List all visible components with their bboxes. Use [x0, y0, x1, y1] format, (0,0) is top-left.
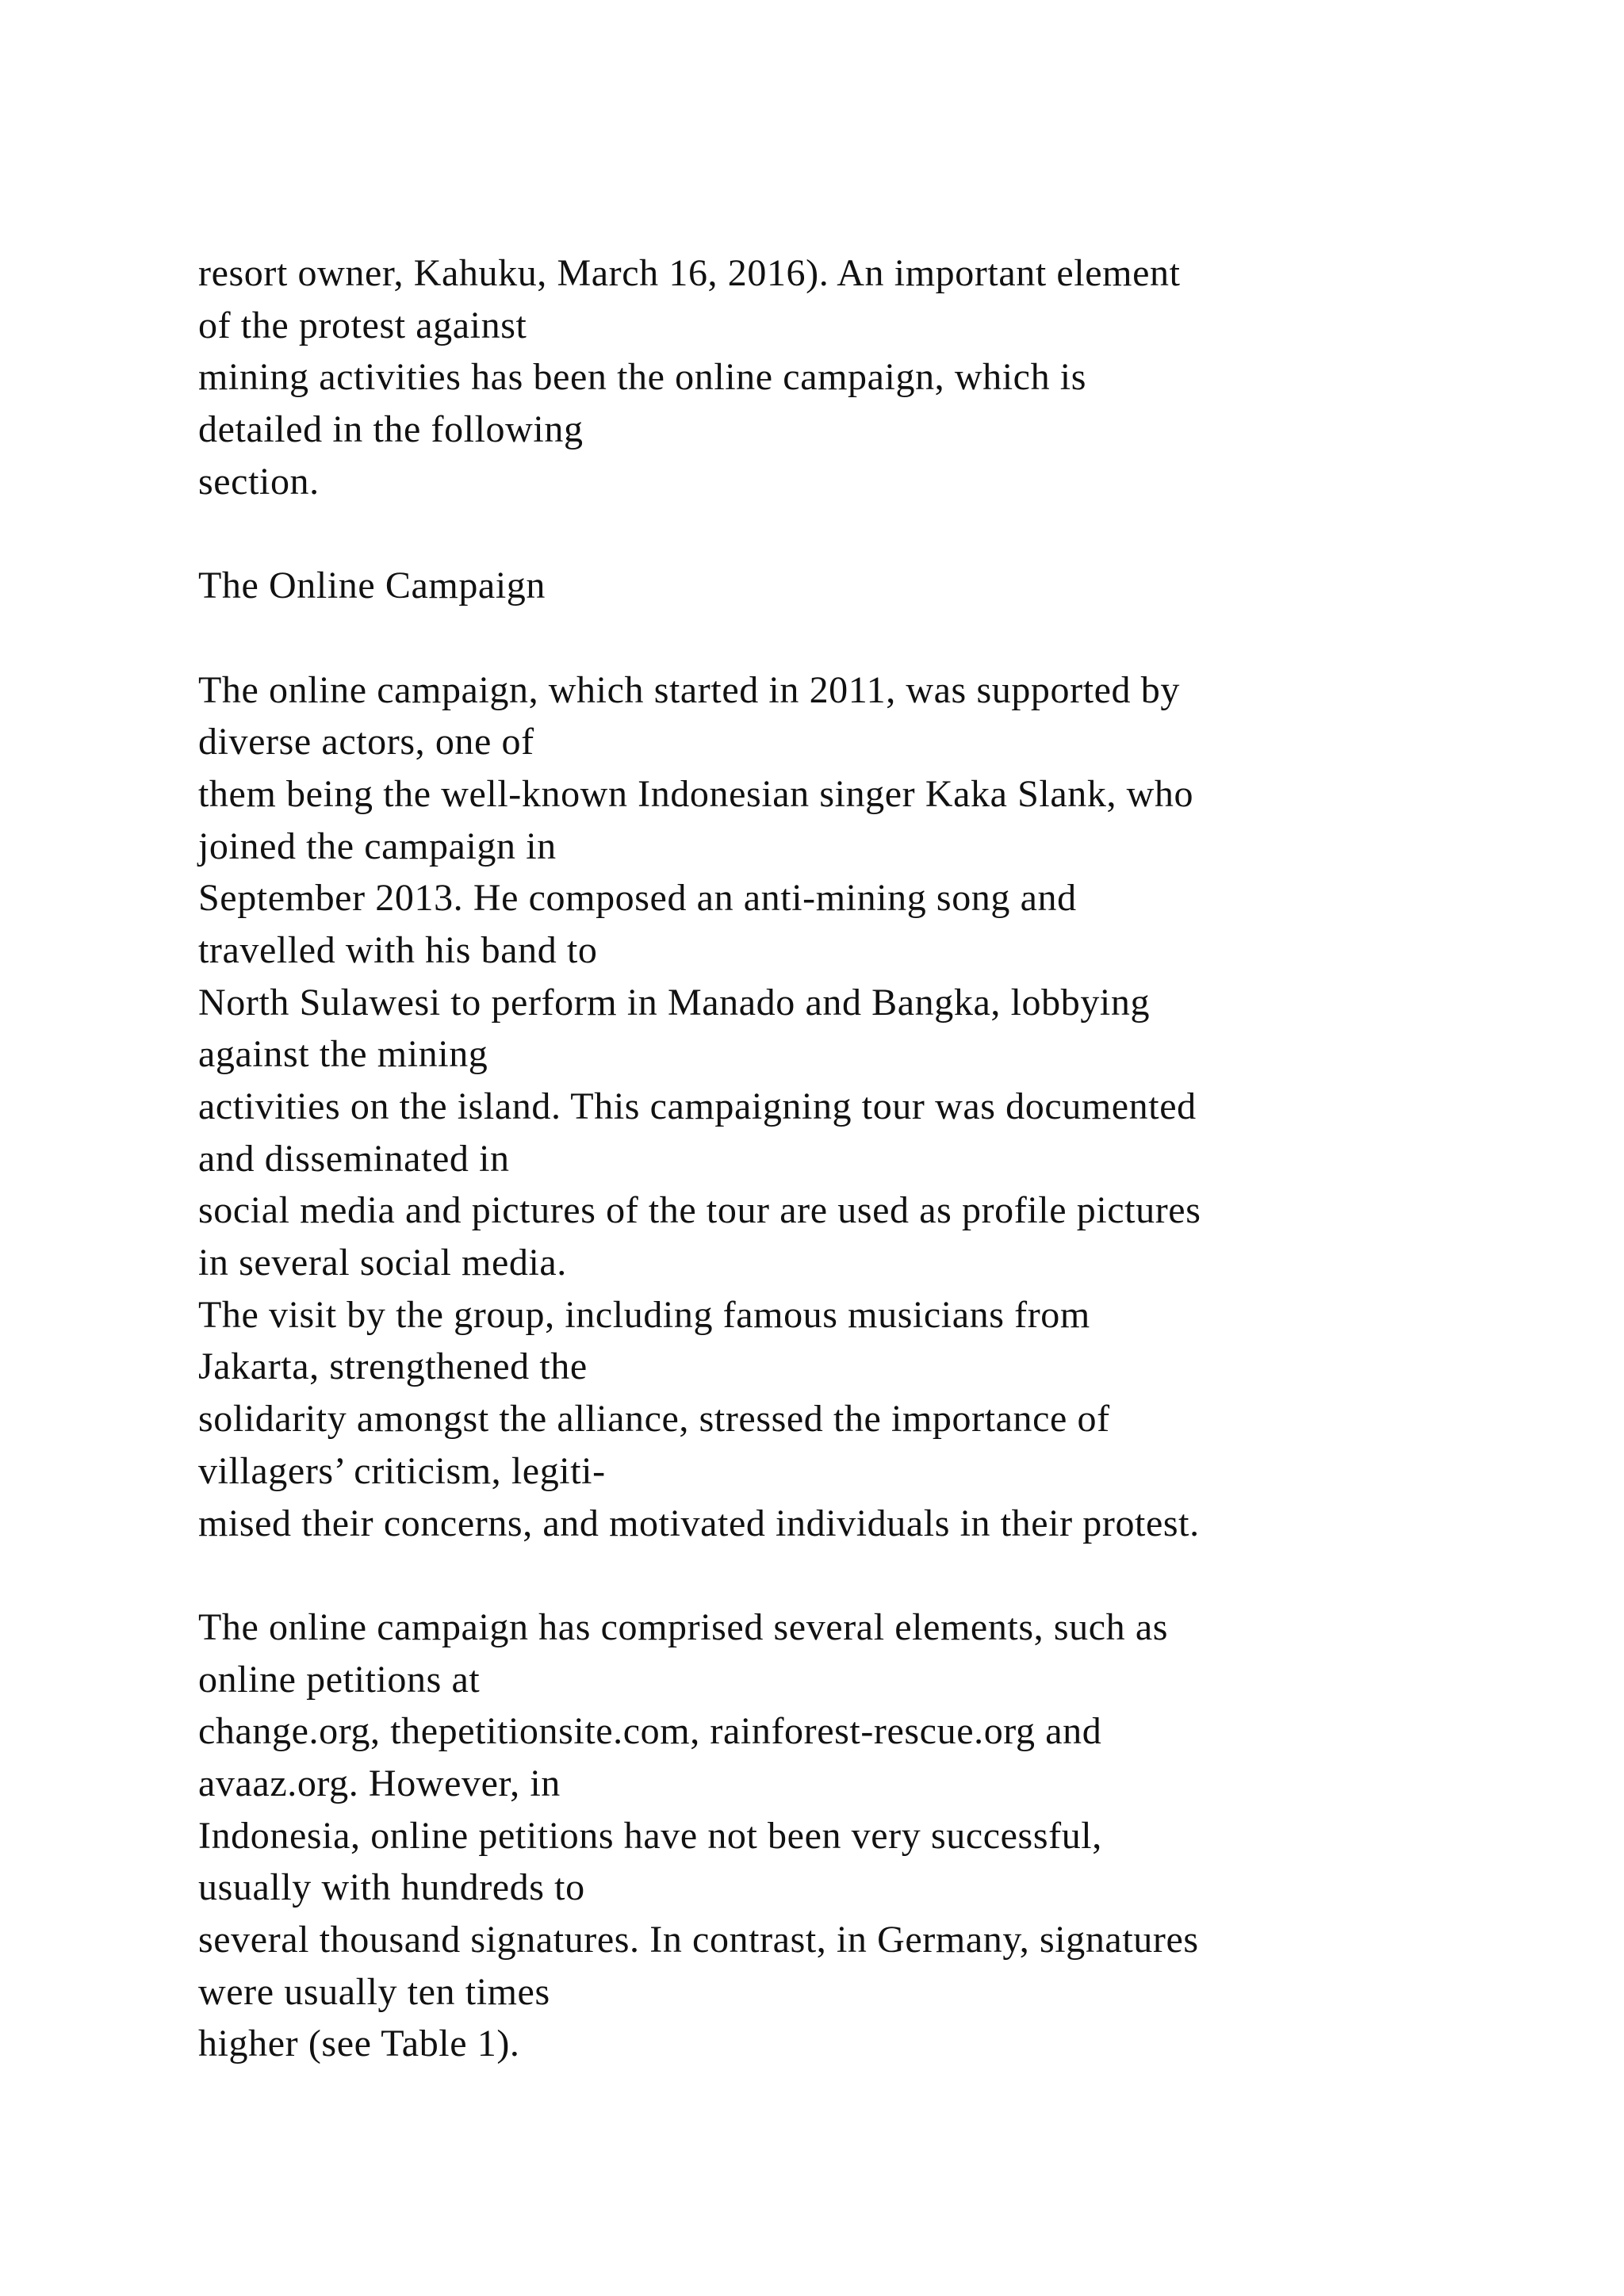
text-line: usually with hundreds to — [198, 1866, 585, 1909]
text-line: solidarity amongst the alliance, stressed the importance of — [198, 1398, 1110, 1441]
text-line: detailed in the following — [198, 408, 584, 451]
blank-line — [198, 1549, 1594, 1601]
text-line: of the protest against — [198, 304, 527, 346]
section-heading: The Online Campaign — [198, 564, 546, 607]
text-line: and disseminated in — [198, 1137, 510, 1180]
text-line: mised their concerns, and motivated individuals in their protest. — [198, 1502, 1200, 1544]
body-text — [198, 247, 1594, 2070]
text-line: travelled with his band to — [198, 928, 598, 971]
blank-line — [198, 612, 1594, 664]
text-line: mining activities has been the online campaign, which is — [198, 356, 1086, 399]
text-line: joined the campaign in — [198, 825, 557, 867]
text-line: section. — [198, 460, 320, 503]
text-line: villagers’ criticism, legiti- — [198, 1449, 606, 1492]
text-line: in several social media. — [198, 1242, 567, 1284]
text-line: Indonesia, online petitions have not been very successful, — [198, 1814, 1102, 1857]
text-line: activities on the island. This campaigning tour was documented — [198, 1085, 1197, 1127]
text-line: avaaz.org. However, in — [198, 1762, 561, 1804]
text-line: diverse actors, one of — [198, 721, 534, 763]
text-line: The visit by the group, including famous musicians from — [198, 1293, 1090, 1336]
text-line: Jakarta, strengthened the — [198, 1345, 588, 1388]
text-line: against the mining — [198, 1033, 488, 1076]
text-line: resort owner, Kahuku, March 16, 2016). An important element — [198, 252, 1181, 294]
text-line: social media and pictures of the tour are used as profile pictures — [198, 1189, 1201, 1232]
blank-line — [198, 507, 1594, 560]
text-line: higher (see Table 1). — [198, 2022, 520, 2065]
text-line: North Sulawesi to perform in Manado and Bangka, lobbying — [198, 981, 1151, 1024]
text-line: were usually ten times — [198, 1970, 550, 2013]
text-line: them being the well-known Indonesian singer Kaka Slank, who — [198, 772, 1194, 815]
text-line: change.org, thepetitionsite.com, rainforest-rescue.org and — [198, 1710, 1102, 1753]
text-line: The online campaign has comprised several elements, such as — [198, 1605, 1169, 1648]
text-line: several thousand signatures. In contrast, in Germany, signatures — [198, 1919, 1199, 1961]
text-line: online petitions at — [198, 1658, 481, 1701]
text-line: September 2013. He composed an anti-mining song and — [198, 877, 1077, 920]
text-line: The online campaign, which started in 2011, was supported by — [198, 668, 1180, 711]
